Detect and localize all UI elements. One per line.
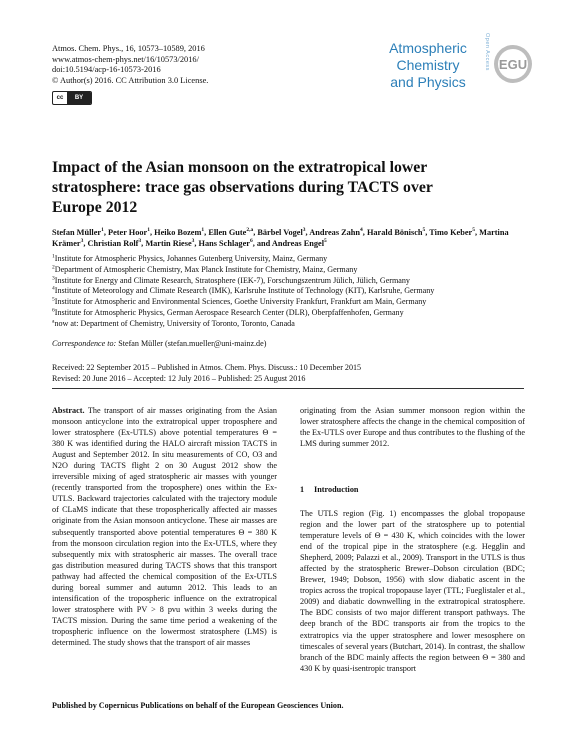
abstract-text: The transport of air masses originating from the Asian monsoon anticyclone into the extratropical upper troposphere and lower stratosphere (Ex-UTLS) above potential temperatures Θ = 380 K was identified during the HALO aircraft mission TACTS in August and September 2012. In situ measurements of CO, O3 and N2O during TACTS flight 2 on 30 August 2012 show the irreversible mixing of aged stratospheric air masses with younger (recently transported from the troposphere) ones within the Ex-UTLS. Backward trajectories calculated with the trajectory module of CLaMS indicate that these tropospherically affected air masses originate from the Asian monsoon anticyclone. These air masses are subsequently transported above potential temperatures Θ = 380 K from the monsoon circulation region into the Ex-UTLS, where they subsequently mix with stratospheric air masses. The overall trace gas distribution measured during TACTS shows that this transport pathway had affected the chemical composition of the Ex-UTLS during boreal summer and autumn 2012. This leads to an intensification of the tropospheric influence on the extratropical lower stratosphere with PV > 8 pvu within 3 weeks during the TACTS mission. During the same time period a weakening of the tropospheric influence on the lowermost stratosphere (LMS) is determined. The study shows that the transport of air masses xyxy=(52,406,277,647)
author-affiliation-marker: 1 xyxy=(101,227,104,234)
abstract xyxy=(52,405,277,648)
author-name: Hans Schlager xyxy=(198,239,250,248)
author-affiliation-marker: 5 xyxy=(472,227,475,234)
citation-line: Atmos. Chem. Phys., 16, 10573–10589, 2016 xyxy=(52,44,205,53)
affiliation-text: Institute for Atmospheric Physics, German Aerospace Research Center (DLR), Oberpfaffenhofen, Germany xyxy=(54,307,404,317)
journal-name xyxy=(372,40,484,91)
citation-header xyxy=(52,44,208,86)
website-link[interactable]: www.atmos-chem-phys.net/16/10573/2016/ xyxy=(52,54,199,64)
cc-by-license-badge[interactable] xyxy=(52,91,92,105)
journal-name-line: and Physics xyxy=(390,74,466,90)
author-affiliation-marker: 3 xyxy=(191,238,195,245)
affiliation-item xyxy=(52,276,522,287)
affiliation-item xyxy=(52,297,522,308)
author-affiliation-marker: 2,a xyxy=(246,227,254,234)
author-affiliation-marker: 5 xyxy=(422,227,426,234)
author-name: and Andreas Engel xyxy=(256,239,325,248)
affiliation-marker: 5 xyxy=(52,296,55,303)
author-name: Christian Rolf xyxy=(87,239,139,248)
author-affiliation-marker: 3 xyxy=(302,227,306,234)
by-icon: BY xyxy=(67,92,91,104)
author-affiliation-marker: 3 xyxy=(138,238,142,245)
affiliation-item xyxy=(52,319,522,330)
author-name: Stefan Müller xyxy=(52,228,102,237)
section-title: Introduction xyxy=(314,485,359,494)
author-affiliation-marker: 5 xyxy=(324,238,327,245)
abstract-label: Abstract. xyxy=(52,406,85,415)
publisher-footer: Published by Copernicus Publications on behalf of the European Geosciences Union. xyxy=(52,701,344,710)
divider xyxy=(52,388,524,389)
journal-name-line: Chemistry xyxy=(396,57,460,73)
author-name: Martina Krämer xyxy=(52,228,509,248)
correspondence xyxy=(52,339,266,348)
affiliation-text: Institute for Atmospheric Physics, Johannes Gutenberg University, Mainz, Germany xyxy=(54,254,328,263)
author-affiliation-marker: 6 xyxy=(249,238,253,245)
publication-dates xyxy=(52,362,361,384)
author-affiliation-marker: 4 xyxy=(360,227,363,234)
section-number: 1 xyxy=(300,485,305,494)
affiliation-marker: 3 xyxy=(52,274,55,281)
affiliation-item xyxy=(52,308,522,319)
affiliation-text: Institute of Meteorology and Climate Research (IMK), Karlsruhe Institute of Technology (KIT), Karlsruhe, Germany xyxy=(54,286,435,296)
author-affiliation-marker: 3 xyxy=(80,238,84,245)
paper-title: Impact of the Asian monsoon on the extratropical lower stratosphere: trace gas observations during TACTS over Europe 2012 xyxy=(52,159,433,216)
license-line: © Author(s) 2016. CC Attribution 3.0 License. xyxy=(52,75,209,85)
author-name: Harald Bönisch xyxy=(366,228,423,237)
affiliation-marker: 2 xyxy=(52,264,55,271)
affiliation-text: Department of Atmospheric Chemistry, Max Planck Institute for Chemistry, Mainz, Germany xyxy=(54,264,358,274)
cc-icon: cc xyxy=(56,95,64,101)
affiliation-text: Institute for Atmospheric and Environmental Sciences, Goethe University Frankfurt, Frankfurt am Main, Germany xyxy=(54,297,427,307)
section-heading xyxy=(300,485,358,494)
open-access-label: Open Access xyxy=(484,33,490,71)
journal-name-line: Atmospheric xyxy=(389,40,467,56)
affiliation-item xyxy=(52,254,522,265)
correspondence-label: Correspondence to: xyxy=(52,339,117,348)
egu-logo-icon xyxy=(493,44,533,84)
author-list: Stefan Müller$^1$, Peter Hoor$^1$, Heiko Bozem$^1$, Ellen Gute$^{2,a}$, Bärbel Vogel$^3$, Andreas Zahn$^4$, Harald Bönisch$^5$, Timo Keber$^5$, Martina Krämer$^3$, Christian Rolf$^3$, Martin Riese$^3$, Hans Schlager$^6$, and Andreas Engel$^5$ xyxy=(52,227,509,248)
doi-line[interactable]: doi:10.5194/acp-16-10573-2016 xyxy=(52,65,161,75)
author-name: Peter Hoor xyxy=(108,228,148,237)
affiliation-text: now at: Department of Chemistry, University of Toronto, Toronto, Canada xyxy=(54,318,295,328)
affiliation-list xyxy=(52,254,522,330)
affiliation-item xyxy=(52,265,522,276)
author-affiliation-marker: 1 xyxy=(201,227,205,234)
author-name: Andreas Zahn xyxy=(309,228,361,237)
affiliation-item xyxy=(52,286,522,297)
affiliation-marker: 4 xyxy=(52,285,55,292)
author-name: Timo Keber xyxy=(429,228,473,237)
affiliation-marker: 6 xyxy=(52,307,55,314)
egu-logo-text: EGU xyxy=(498,57,528,72)
author-name: Martin Riese xyxy=(145,239,192,248)
affiliation-marker: a xyxy=(52,318,55,325)
abstract-continuation: originating from the Asian summer monsoon region within the lower stratosphere affects the change in the chemical composition of the Ex-UTLS over Europe and thus contributes to the flushing of the LMS during summer 2012. xyxy=(300,406,525,449)
revised-line: Revised: 20 June 2016 – Accepted: 12 July 2016 – Published: 25 August 2016 xyxy=(52,374,306,383)
correspondence-email[interactable]: Stefan Müller (stefan.mueller@uni-mainz.de) xyxy=(118,339,267,348)
author-name: Heiko Bozem xyxy=(154,228,202,237)
introduction-text: The UTLS region (Fig. 1) encompasses the global tropopause region and the lower part of the stratosphere up to potential temperature levels of Θ = 430 K, which coincides with the lower end of the tropical pipe in the stratosphere (e.g. Hegglin and Shepherd, 2009; Palazzi et al., 2009). Transport in the UTLS is thus affected by the stratospheric Brewer–Dobson circulation (BDC; Brewer, 1949; Dobson, 1956) with slow diabatic ascent in the tropics across the tropical tropopause layer (TTL; Fueglistaler et al., 2009) and diabatic downwelling in the extratropical stratosphere. The BDC consists of two major different transport pathways. The deep branch of the BDC transports air from the tropics to the extratropics via the upper stratosphere and lower mesosphere on timescales of several years (Butchart, 2014). In contrast, the shallow branch of the BDC mainly affects the region between Θ = 380 and 430 K by quasi-isentropic transport xyxy=(300,509,525,673)
author-affiliation-marker: 1 xyxy=(147,227,150,234)
received-line: Received: 22 September 2015 – Published in Atmos. Chem. Phys. Discuss.: 10 December 2015 xyxy=(52,363,362,372)
affiliation-text: Institute for Energy and Climate Research, Stratosphere (IEK-7), Forschungszentrum Jülich, Jülich, Germany xyxy=(54,275,410,285)
author-name: Ellen Gute xyxy=(208,228,247,237)
affiliation-marker: 1 xyxy=(52,253,55,260)
author-name: Bärbel Vogel xyxy=(257,228,303,237)
